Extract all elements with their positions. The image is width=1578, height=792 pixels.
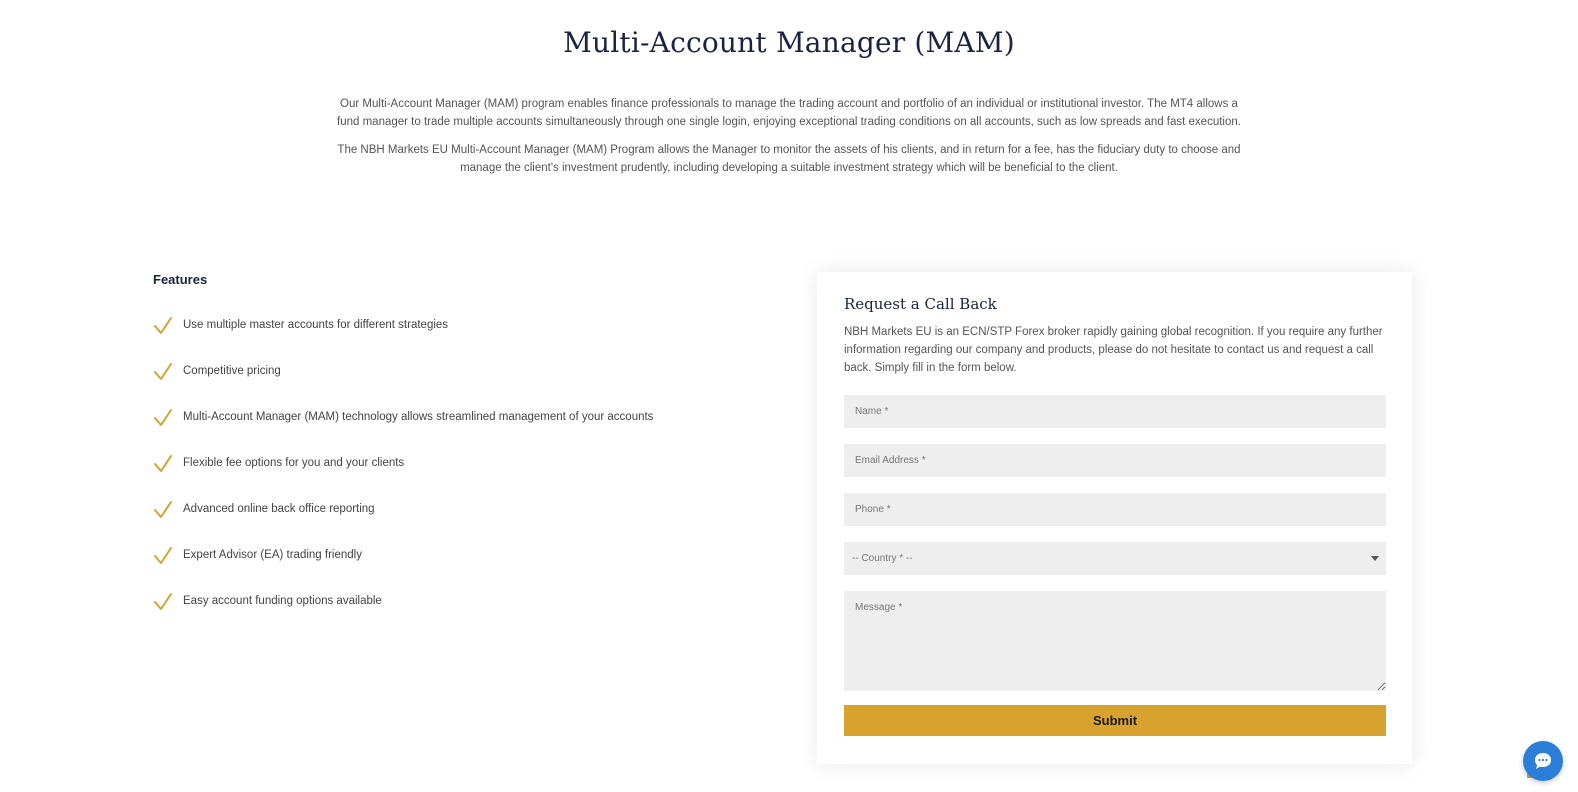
page-title: Multi-Account Manager (MAM) [563, 26, 1015, 59]
list-item [153, 547, 753, 593]
check-icon [153, 500, 173, 520]
chat-button[interactable] [1523, 741, 1563, 781]
list-item [153, 501, 753, 547]
list-item [153, 317, 753, 363]
country-select[interactable] [844, 542, 1386, 575]
message-field[interactable] [844, 591, 1386, 691]
callback-form-card [817, 272, 1412, 764]
check-icon [153, 546, 173, 566]
callback-form-title: Request a Call Back [844, 295, 997, 313]
phone-field[interactable] [844, 493, 1386, 526]
list-item [153, 409, 753, 455]
features-section [153, 272, 753, 639]
feature-list [153, 317, 753, 639]
submit-button[interactable]: Submit [844, 705, 1386, 736]
list-item [153, 363, 753, 409]
feature-label: Easy account funding options available [183, 595, 382, 607]
check-icon [153, 592, 173, 612]
intro-paragraph: Our Multi-Account Manager (MAM) program enables finance professionals to manage the trading account and portfolio of an individual or institutional investor. The MT4 allows a fund manager to trade multiple accounts simultaneously through one single login, enjoying exceptional trading conditions on all accounts, such as low spreads and fast execution. [337, 98, 1241, 128]
features-heading: Features [153, 272, 208, 287]
callback-form-description: NBH Markets EU is an ECN/STP Forex broker rapidly gaining global recognition. If you require any further information regarding our company and products, please do not hesitate to contact us and request a call back. Simply fill in the form below. [844, 326, 1383, 374]
chat-bubble-icon [1533, 751, 1553, 771]
check-icon [153, 362, 173, 382]
feature-label: Flexible fee options for you and your clients [183, 457, 405, 469]
feature-label: Advanced online back office reporting [183, 503, 375, 515]
feature-label: Competitive pricing [183, 365, 281, 377]
list-item [153, 593, 753, 639]
list-item [153, 455, 753, 501]
email-field[interactable] [844, 444, 1386, 477]
check-icon [153, 316, 173, 336]
check-icon [153, 454, 173, 474]
country-select-wrapper [844, 542, 1386, 575]
name-field[interactable] [844, 395, 1386, 428]
feature-label: Use multiple master accounts for different strategies [183, 319, 449, 331]
intro-paragraph: The NBH Markets EU Multi-Account Manager (MAM) Program allows the Manager to monitor the assets of his clients, and in return for a fee, has the fiduciary duty to choose and manage the client's investment prudently, including developing a suitable investment strategy which will be beneficial to the client. [337, 144, 1241, 174]
check-icon [153, 408, 173, 428]
feature-label: Multi-Account Manager (MAM) technology allows streamlined management of your accounts [183, 411, 654, 423]
feature-label: Expert Advisor (EA) trading friendly [183, 549, 362, 561]
